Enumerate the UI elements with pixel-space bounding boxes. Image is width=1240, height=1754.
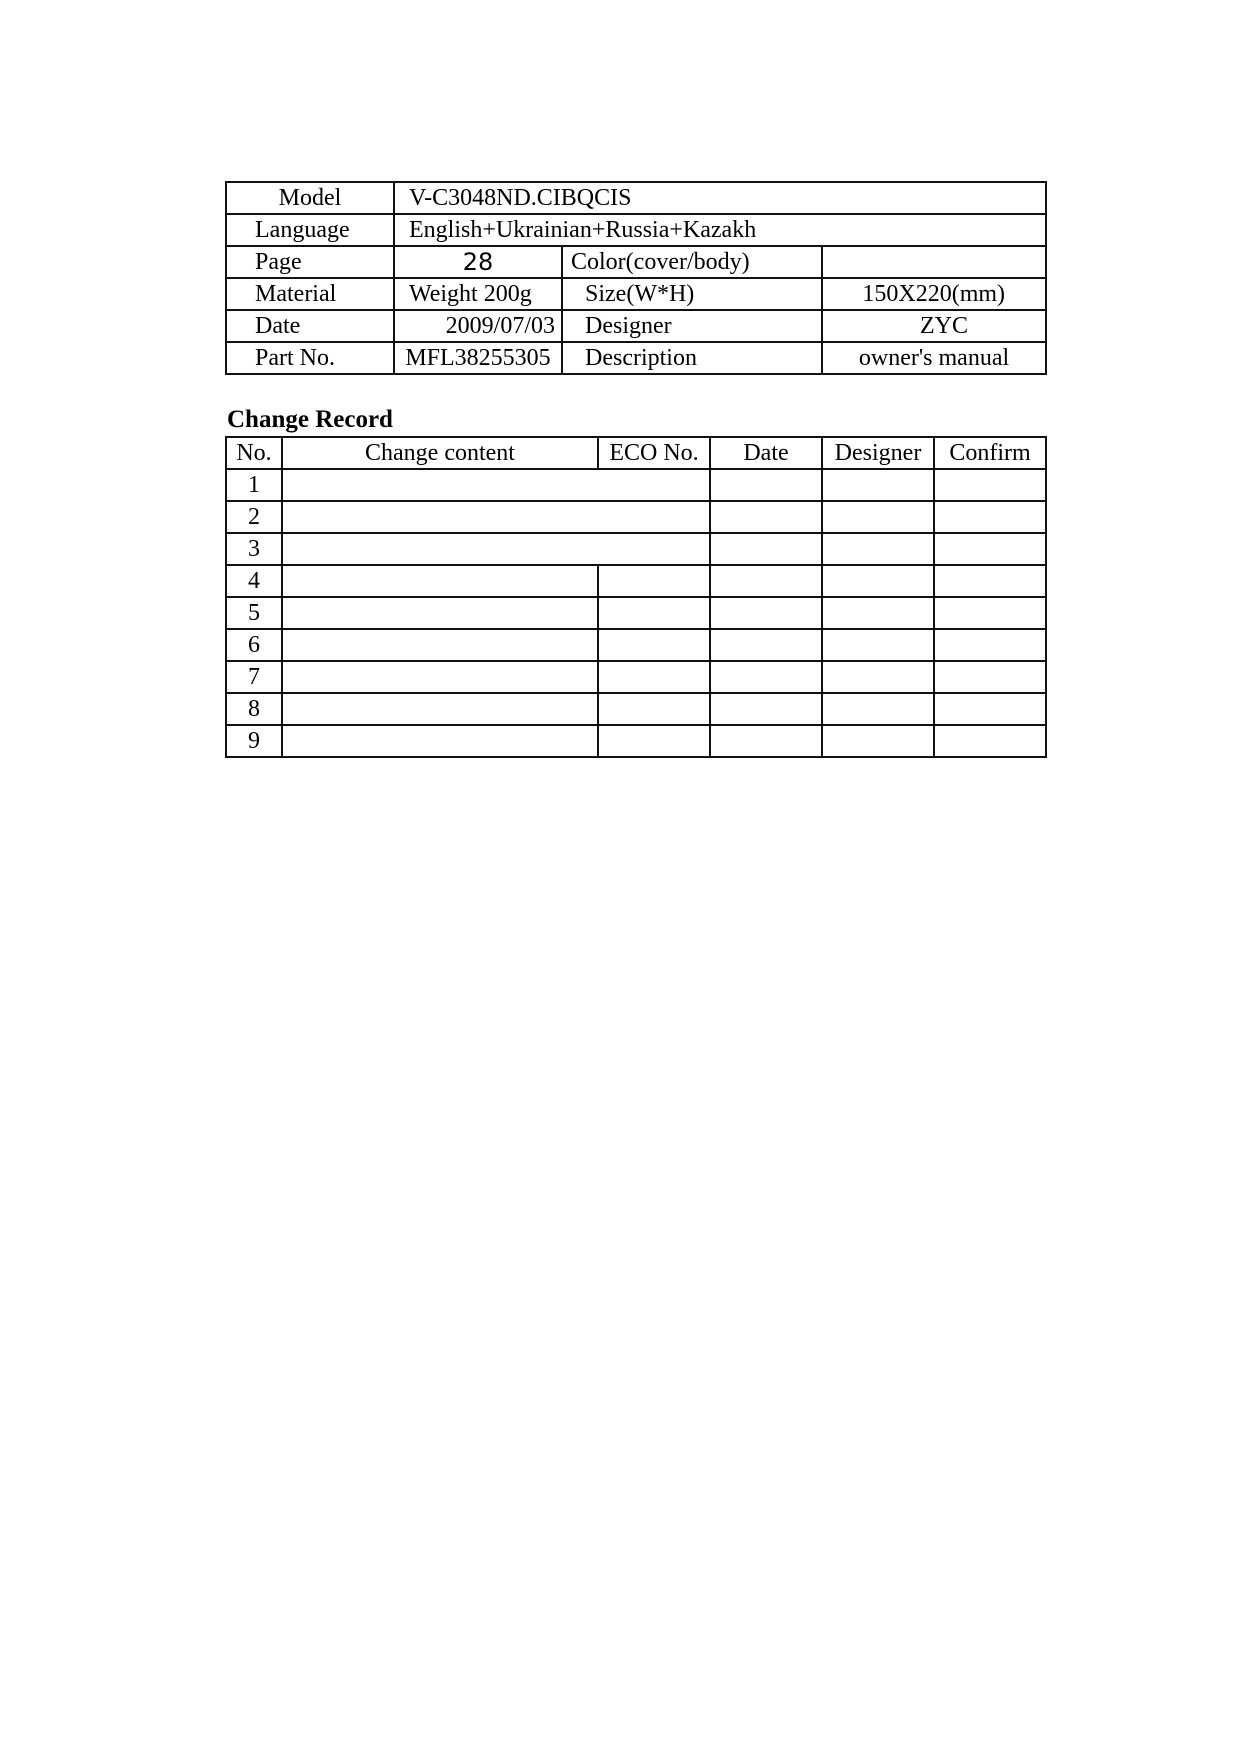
table-row [226,693,1046,725]
table-row [226,533,1046,565]
row-number: 8 [226,693,282,725]
designer-cell [822,693,934,725]
designer-cell [822,469,934,501]
change-content-cell [282,725,598,757]
description-label: Description [562,342,822,374]
language-value: English+Ukrainian+Russia+Kazakh [394,214,1046,246]
change-record-table [225,436,1047,758]
page-value: 28 [394,246,562,278]
confirm-cell [934,693,1046,725]
color-value [822,246,1046,278]
spec-row-date [226,310,1046,342]
spec-row-language [226,214,1046,246]
confirm-cell [934,501,1046,533]
date-cell [710,597,822,629]
description-value: owner's manual [822,342,1046,374]
material-value: Weight 200g [394,278,562,310]
table-row [226,565,1046,597]
size-label: Size(W*H) [562,278,822,310]
designer-cell [822,597,934,629]
designer-value: ZYC [822,310,1046,342]
partno-value: MFL38255305 [394,342,562,374]
date-cell [710,565,822,597]
designer-cell [822,725,934,757]
confirm-cell [934,565,1046,597]
table-row [226,597,1046,629]
confirm-cell [934,725,1046,757]
date-cell [710,469,822,501]
change-content-cell [282,469,710,501]
date-cell [710,661,822,693]
row-number: 9 [226,725,282,757]
confirm-cell [934,661,1046,693]
model-value: V-C3048ND.CIBQCIS [394,182,1046,214]
change-record-title: Change Record [227,406,393,433]
designer-cell [822,629,934,661]
designer-cell [822,501,934,533]
change-content-cell [282,693,598,725]
table-row [226,629,1046,661]
model-label: Model [226,182,394,214]
designer-cell [822,661,934,693]
change-content-cell [282,661,598,693]
table-row [226,501,1046,533]
page-label: Page [226,246,394,278]
eco-no-cell [598,693,710,725]
designer-cell [822,533,934,565]
change-content-cell [282,501,710,533]
row-number: 3 [226,533,282,565]
header-designer: Designer [822,437,934,469]
row-number: 6 [226,629,282,661]
header-no: No. [226,437,282,469]
size-value: 150X220(mm) [822,278,1046,310]
row-number: 5 [226,597,282,629]
header-confirm: Confirm [934,437,1046,469]
confirm-cell [934,597,1046,629]
eco-no-cell [598,629,710,661]
change-content-cell [282,565,598,597]
change-content-cell [282,597,598,629]
change-record-header-row [226,437,1046,469]
date-cell [710,725,822,757]
date-cell [710,501,822,533]
spec-table [225,181,1047,375]
spec-row-material [226,278,1046,310]
date-cell [710,533,822,565]
row-number: 7 [226,661,282,693]
eco-no-cell [598,565,710,597]
spec-row-partno [226,342,1046,374]
color-label: Color(cover/body) [562,246,822,278]
header-eco-no: ECO No. [598,437,710,469]
eco-no-cell [598,597,710,629]
spec-row-page [226,246,1046,278]
confirm-cell [934,469,1046,501]
change-content-cell [282,629,598,661]
row-number: 4 [226,565,282,597]
header-change-content: Change content [282,437,598,469]
eco-no-cell [598,661,710,693]
header-date: Date [710,437,822,469]
language-label: Language [226,214,394,246]
eco-no-cell [598,725,710,757]
designer-cell [822,565,934,597]
material-label: Material [226,278,394,310]
change-content-cell [282,533,710,565]
table-row [226,661,1046,693]
date-label: Date [226,310,394,342]
date-cell [710,693,822,725]
table-row [226,469,1046,501]
date-cell [710,629,822,661]
row-number: 1 [226,469,282,501]
row-number: 2 [226,501,282,533]
table-row [226,725,1046,757]
confirm-cell [934,629,1046,661]
designer-label: Designer [562,310,822,342]
spec-row-model [226,182,1046,214]
partno-label: Part No. [226,342,394,374]
confirm-cell [934,533,1046,565]
date-value: 2009/07/03 [394,310,562,342]
